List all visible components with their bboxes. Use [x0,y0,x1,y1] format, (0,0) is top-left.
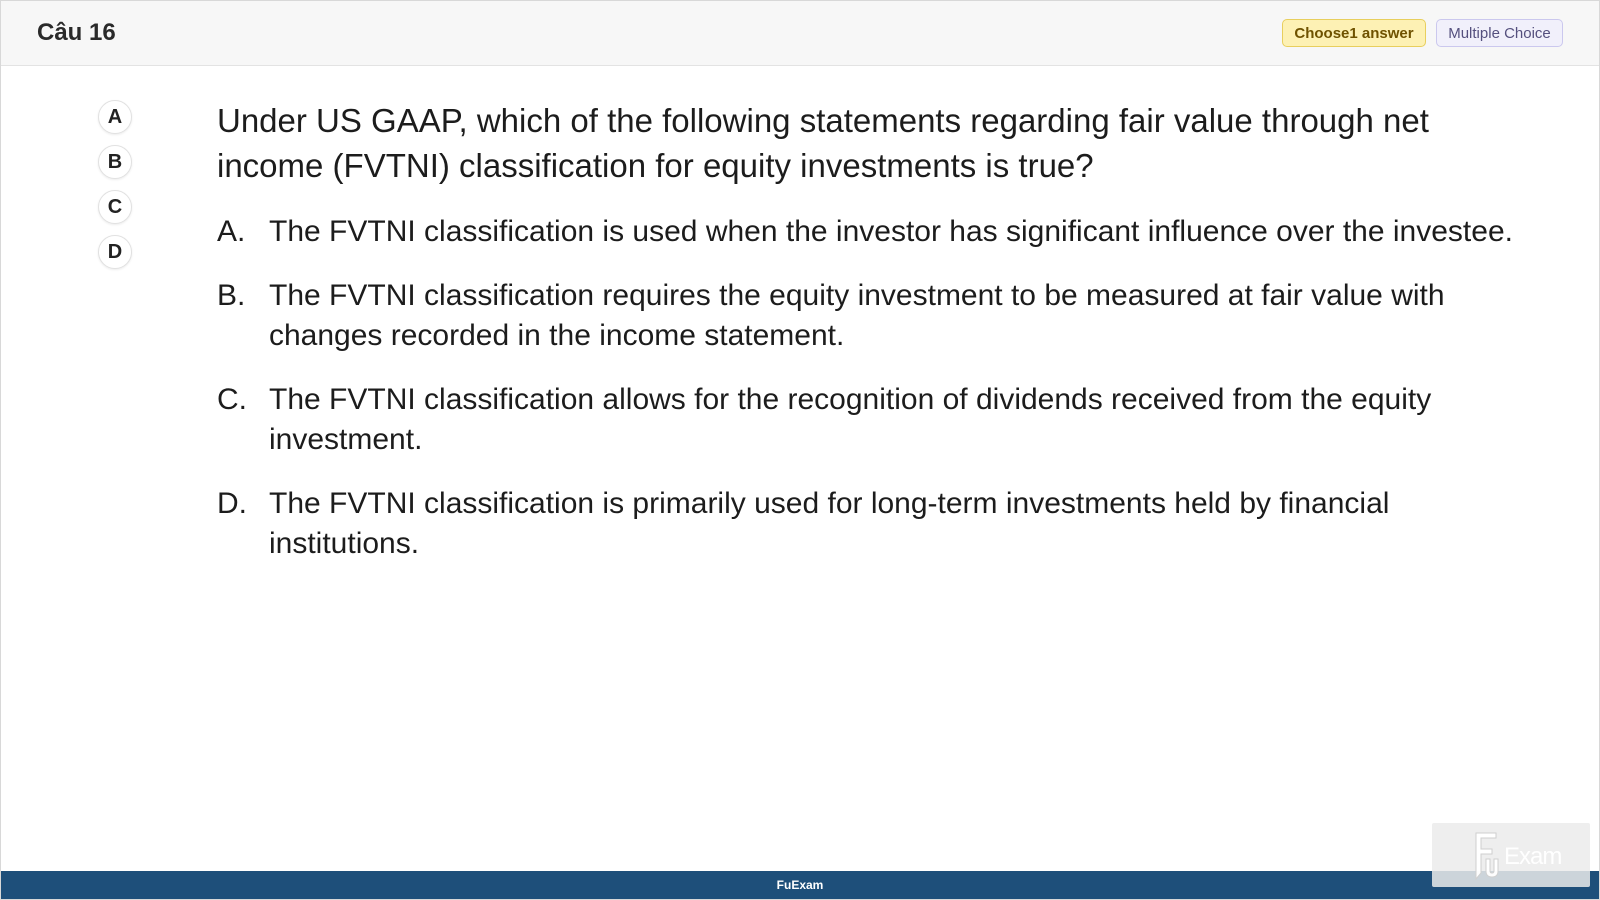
answer-nav-button-d[interactable]: D [98,235,132,269]
question-number-title: Câu 16 [37,19,116,46]
answer-nav-button-c[interactable]: C [98,190,132,224]
option-b[interactable] [217,276,1547,356]
watermark-text: Exam [1504,843,1562,870]
answer-nav [98,100,132,280]
option-text: The FVTNI classification allows for the recognition of dividends received from the equity investment. [269,383,1432,456]
footer-brand: FuExam [776,878,824,892]
option-a[interactable] [217,212,1547,252]
option-letter: D. [217,487,247,520]
option-c[interactable] [217,380,1547,460]
answer-options [217,212,1547,588]
fu-logo-icon [1472,829,1502,881]
option-letter: A. [217,215,246,248]
option-letter: C. [217,383,247,416]
question-header [1,1,1599,66]
answer-nav-button-b[interactable]: B [98,145,132,179]
choose-answer-badge: Choose1 answer [1282,19,1426,47]
option-d[interactable] [217,484,1547,564]
question-type-badge: Multiple Choice [1436,19,1563,47]
footer-bar [1,871,1599,899]
option-text: The FVTNI classification is used when the investor has significant influence over the investee. [269,215,1513,248]
option-text: The FVTNI classification requires the equity investment to be measured at fair value with changes recorded in the income statement. [269,279,1445,352]
answer-nav-button-a[interactable]: A [98,100,132,134]
option-letter: B. [217,279,246,312]
option-text: The FVTNI classification is primarily used for long-term investments held by financial institutions. [269,487,1390,560]
fuexam-watermark-logo [1432,823,1590,887]
question-text: Under US GAAP, which of the following statements regarding fair value through net income (FVTNI) classification for equity investments is true? [217,102,1429,184]
